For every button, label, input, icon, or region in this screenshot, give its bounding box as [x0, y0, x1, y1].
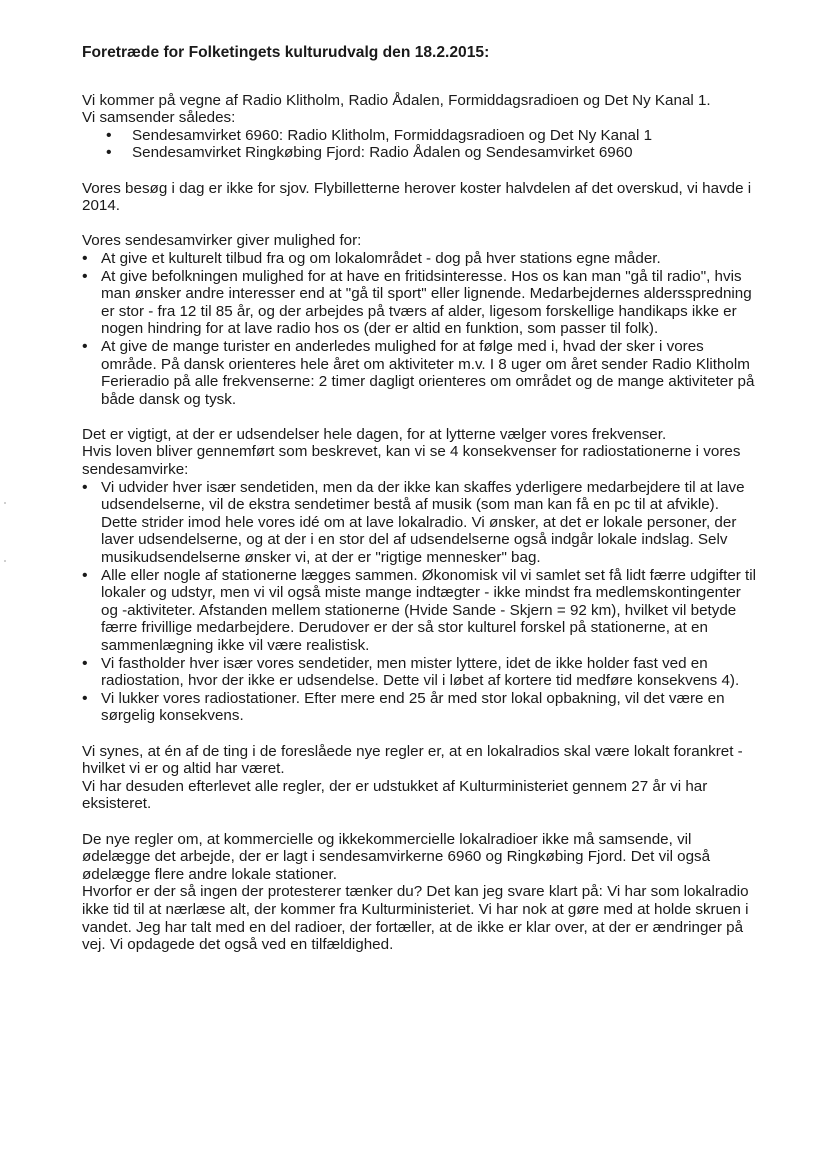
list-item: • Sendesamvirket 6960: Radio Klitholm, Formiddagsradioen og Det Ny Kanal 1: [106, 127, 758, 145]
document-page: [82, 44, 758, 954]
anchoring-section: [82, 743, 758, 813]
list-item: • Vi lukker vores radiostationer. Efter mere end 25 år med stor lokal opbakning, vil det være en sørgelig konsekvens.: [82, 690, 758, 725]
opportunities-lead: Vores sendesamvirker giver mulighed for:: [82, 232, 362, 250]
document-title: Foretræde for Folketingets kulturudvalg den 18.2.2015:: [82, 44, 490, 61]
intro-line: Vi kommer på vegne af Radio Klitholm, Radio Ådalen, Formiddagsradioen og Det Ny Kanal 1.: [82, 91, 711, 109]
scan-artifact: [4, 560, 6, 562]
consequences-list: [82, 479, 758, 725]
closing-paragraph: De nye regler om, at kommercielle og ikkekommercielle lokalradioer ikke må samsende, vil ødelægge det arbejde, der er lagt i sendesamvirkerne 6960 og Ringkøbing Fjord. Det vil også ødelægge flere andre lokale stationer.: [82, 830, 711, 883]
list-item: • At give befolkningen mulighed for at have en fritidsinteresse. Hos os kan man "gå til radio", hvis man ønsker andre interesser end at "gå til sport" eller lignende. Medarbejdernes aldersspredning er stor - fra 12 til 85 år, og der arbejdes på tværs af alder, ligesom forskellige handikaps ikke er nogen hindring for at lave radio hos os (der er altid en funktion, som passer til folk).: [82, 268, 758, 338]
opportunities-list: [82, 250, 758, 408]
closing-paragraph: Hvorfor er der så ingen der protesterer tænker du? Det kan jeg svare klart på: Vi har som lokalradio ikke tid til at nærlæse alt, der kommer fra Kulturministeriet. Vi har nok at gøre med at holde skruen i vandet. Jeg har talt med en del radioer, der fortæller, at de ikke er klar over, at der er ændringer på vej. Vi opdagede det også ved en tilfældighed.: [82, 883, 749, 954]
list-item: • Vi fastholder hver især vores sendetider, men mister lyttere, idet de ikke holder fast ved en radiostation, hvor der ikke er udsendelse. Dette vil i løbet af kortere tid medføre konsekvens 4).: [82, 655, 758, 690]
list-item: • Vi udvider hver især sendetiden, men da der ikke kan skaffes yderligere medarbejdere til at lave udsendelserne, vil de ekstra sendetimer bestå af musik (som man kan få en pc til at afvikle). Dette strider imod hele vores idé om at lave lokalradio. Vi ønsker, at det er lokale personer, der laver udsendelserne, og at der i en stor del af udsendelserne også indgår lokale indslag. Selv musikudsendelserne ønsker vi, at der er "rigtige mennesker" bag.: [82, 479, 758, 567]
closing-section: [82, 831, 758, 954]
intro-section: [82, 92, 758, 162]
broadcast-partnership-list: [82, 127, 758, 162]
list-item: • At give de mange turister en anderledes mulighed for at følge med i, hvad der sker i vores område. På dansk orienteres hele året om aktiviteter m.v. I 8 uger om året sender Radio Klitholm Ferieradio på alle frekvenserne: 2 timer dagligt orienteres om området og de mange aktiviteter på både dansk og tysk.: [82, 338, 758, 408]
consequences-line: Hvis loven bliver gennemført som beskrevet, kan vi se 4 konsekvenser for radiostationerne i vores sendesamvirke:: [82, 443, 741, 479]
list-item: • Sendesamvirket Ringkøbing Fjord: Radio Ådalen og Sendesamvirket 6960: [106, 144, 758, 162]
consequences-section: [82, 426, 758, 725]
anchoring-paragraph: Vi har desuden efterlevet alle regler, der er udstukket af Kulturministeriet gennem 27 år vi har eksisteret.: [82, 777, 708, 813]
list-item: • Alle eller nogle af stationerne lægges sammen. Økonomisk vil vi samlet set få lidt færre udgifter til lokaler og udstyr, men vi vil også miste mange indtægter - ikke mindst fra medlemskontingenter og -aktiviteter. Afstanden mellem stationerne (Hvide Sande - Skjern = 92 km), hvilket vil betyde færre frivillige medarbejdere. Derudover er der så stor kulturel forskel på stationerne, at en sammenlægning ikke vil være realistisk.: [82, 567, 758, 655]
list-item: • At give et kulturelt tilbud fra og om lokalområdet - dog på hver stations egne måder.: [82, 250, 758, 268]
visit-paragraph: Vores besøg i dag er ikke for sjov. Flybilletterne herover koster halvdelen af det overskud, vi havde i 2014.: [82, 179, 752, 215]
opportunities-section: [82, 232, 758, 408]
anchoring-paragraph: Vi synes, at én af de ting i de foreslåede nye regler er, at en lokalradios skal være lokalt forankret - hvilket vi er og altid har været.: [82, 742, 743, 778]
scan-artifact: [4, 502, 6, 504]
intro-line: Vi samsender således:: [82, 109, 236, 127]
consequences-line: Det er vigtigt, at der er udsendelser hele dagen, for at lytterne vælger vores frekvenser.: [82, 425, 667, 443]
